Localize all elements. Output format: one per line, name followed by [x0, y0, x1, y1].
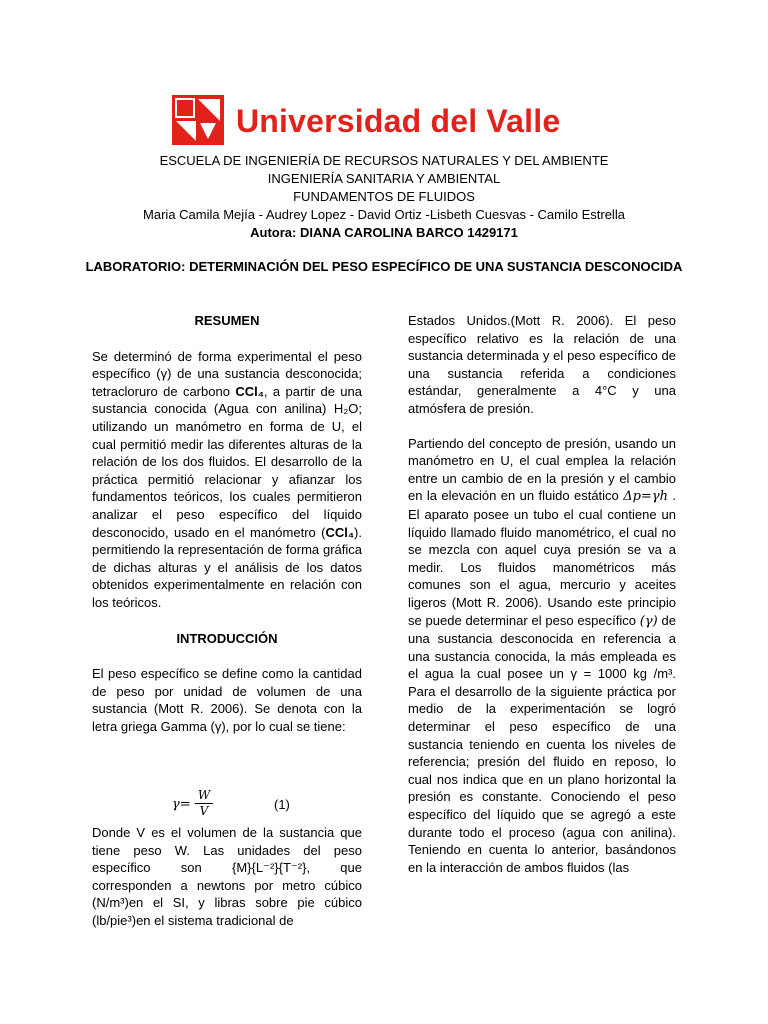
equation-lhs: γ=	[172, 797, 191, 812]
introduccion-heading: INTRODUCCIÓN	[176, 630, 278, 646]
resumen-heading: RESUMEN	[194, 313, 260, 328]
equation-label: (1)	[274, 797, 290, 812]
ccl4-formula: CCl₄	[235, 383, 264, 399]
resumen-text-c: ). permitiendo la representación de forma gráfica de dichas alturas y el análisis de los datos obtenidos experimentalmente en relación con los teóricos.	[92, 524, 362, 610]
main-author: Autora: DIANA CAROLINA BARCO 1429171	[250, 225, 518, 240]
equation-1	[92, 788, 362, 822]
university-name: Universidad del Valle	[236, 103, 561, 139]
equation-numerator: W	[195, 788, 213, 804]
intro-paragraph-1: El peso específico se define como la cantidad de peso por unidad de volumen de una sustancia (Mott R. 2006). Se denota con la letra griega Gamma (γ), por lo cual se tiene:	[92, 666, 362, 734]
authors-line: Maria Camila Mejía - Audrey Lopez - David Ortiz -Lisbeth Cuesvas - Camilo Estrella	[143, 207, 625, 222]
university-logo	[172, 95, 224, 145]
program-name: INGENIERÍA SANITARIA Y AMBIENTAL	[267, 171, 501, 186]
right-text-b: . El aparato posee un tubo el cual contiene un líquido llamado fluido manométrico, el cual no se mezcla con aquel cuya presión se va a medir. Los fluidos manométricos más comunes son el agua, mercurio y aceites ligeros (Mott R. 2006). Usando este principio se puede determinar el peso específico	[408, 488, 676, 628]
university-shield-icon	[172, 95, 224, 145]
school-name: ESCUELA DE INGENIERÍA DE RECURSOS NATURALES Y DEL AMBIENTE	[159, 153, 609, 168]
left-column	[92, 312, 362, 735]
resumen-text-a: Se determinó de forma experimental el peso específico (γ) de una sustancia desconocida; tetracloruro de carbono	[92, 348, 362, 399]
resumen-text-b: , a partir de una sustancia conocida (Agua con anilina) H₂O; utilizando un manómetro en forma de U, el cual permitió medir las diferentes alturas de la relación de los dos fluidos. El desarrollo de la práctica permitió relacionar y afianzar los fundamentos teóricos, los cuales permitieron analizar el peso específico del líquido desconocido, usado en el manómetro (	[92, 383, 362, 540]
right-text-a: Partiendo del concepto de presión, usando un manómetro en U, el cual emplea la relación entre un cambio de en la presión y el cambio en la elevación en un fluido estático	[408, 435, 676, 504]
right-paragraph-1: Estados Unidos.(Mott R. 2006). El peso específico relativo es la relación de una sustancia determinada y el peso específico de una sustancia referida a condiciones estándar, generalmente a 4°C y una atmósfera de presión.	[408, 313, 676, 416]
right-text-c: de una sustancia desconocida en referencia a una sustancia conocida, la más empleada es el agua la cual posee un γ = 1000 kg /m³. Para el desarrollo de la siguiente práctica por medio de la experimentación se logró determinar el peso específico de una sustancia teniendo en cuenta los niveles de referencia; presión del fluido en reposo, lo cual nos indica que en un plano horizontal la presión es constante. Conociendo el peso específico del líquido que se agregó a este durante todo el proceso (agua con anilina). Teniendo en cuenta lo anterior, basándonos en la interacción de ambos fluidos (las	[408, 612, 677, 875]
intro-paragraph-2: Donde V es el volumen de la sustancia que tiene peso W. Las unidades del peso específico son {M}{L⁻²}{T⁻²}, que corresponden a newtons por metro cúbico (N/m³)en el SI, y libras sobre pie cúbico (lb/pie³)en el sistema tradicional de	[92, 825, 362, 928]
resumen-paragraph	[92, 348, 362, 612]
right-paragraph-2	[408, 435, 676, 877]
right-column	[408, 312, 676, 876]
header-block	[0, 152, 768, 242]
equation-denominator: V	[199, 804, 209, 818]
paper-title: LABORATORIO: DETERMINACIÓN DEL PESO ESPECÍFICO DE UNA SUSTANCIA DESCONOCIDA	[85, 259, 683, 274]
equation-fraction	[195, 788, 213, 819]
gamma-symbol: (γ)	[639, 613, 658, 629]
course-name: FUNDAMENTOS DE FLUIDOS	[293, 189, 475, 204]
pressure-equation: Δp=γh	[623, 489, 668, 505]
ccl4-formula-2: CCl₄	[325, 524, 355, 540]
left-column-continued	[92, 824, 362, 930]
